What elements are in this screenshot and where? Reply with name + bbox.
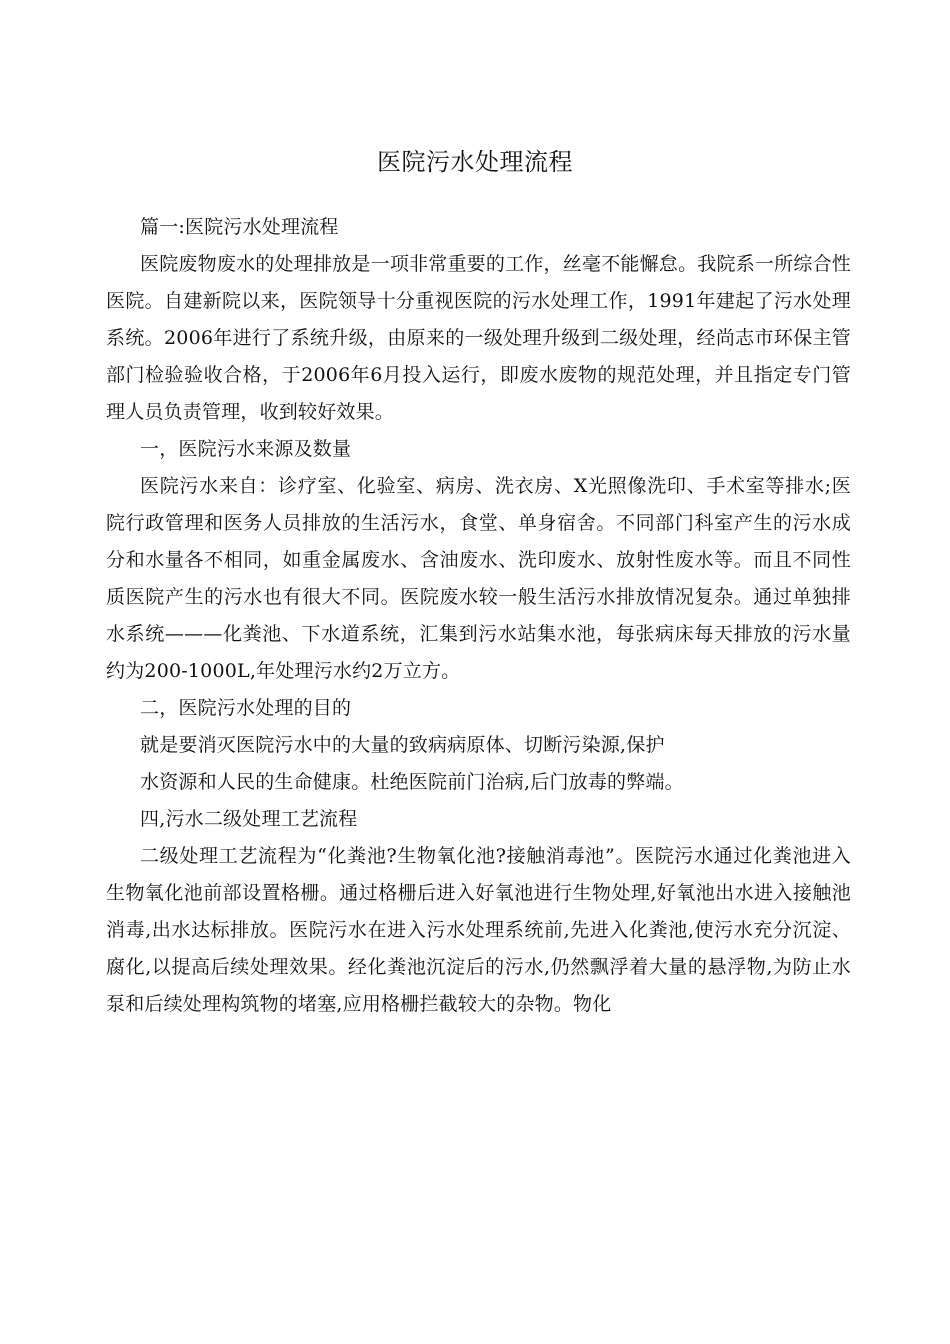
paragraph-purpose-line-1: 就是要消灭医院污水中的大量的致病病原体、切断污染源,保护: [140, 734, 665, 756]
section-heading-process: 四,污水二级处理工艺流程: [140, 808, 358, 830]
paragraph-process: 二级处理工艺流程为“化粪池?生物氧化池?接触消毒池”。医院污水通过化粪池进入生物氧化池前部设置格栅。通过格栅后进入好氧池进行生物处理,好氧池出水进入接触池消毒,出水达标排放。医院污水在进入污水处理系统前,先进入化粪池,使污水充分沉淀、腐化,以提高后续处理效果。经化粪池沉淀后的污水,仍然飘浮着大量的悬浮物,为防止水泵和后续处理构筑物的堵塞,应用格栅拦截较大的杂物。物化: [106, 845, 851, 1015]
document-title: 医院污水处理流程: [377, 148, 573, 176]
paragraph-source: 医院污水来自：诊疗室、化验室、病房、洗衣房、X光照像洗印、手术室等排水;医院行政管理和医务人员排放的生活污水，食堂、单身宿舍。不同部门科室产生的污水成分和水量各不相同，如重金属废水、含油废水、洗印废水、放射性废水等。而且不同性质医院产生的污水也有很大不同。医院废水较一般生活污水排放情况复杂。通过单独排水系统———化粪池、下水道系统，汇集到污水站集水池，每张病床每天排放的污水量约为200-1000L,年处理污水约2万立方。: [106, 475, 851, 682]
section-heading-part-one: 篇一:医院污水处理流程: [140, 216, 339, 238]
section-heading-source: 一，医院污水来源及数量: [140, 438, 352, 460]
paragraph-intro: 医院废物废水的处理排放是一项非常重要的工作，丝毫不能懈怠。我院系一所综合性医院。自建新院以来，医院领导十分重视医院的污水处理工作，1991年建起了污水处理系统。2006年进行了系统升级，由原来的一级处理升级到二级处理，经尚志市环保主管部门检验验收合格，于2006年6月投入运行，即废水废物的规范处理，并且指定专门管理人员负责管理，收到较好效果。: [106, 253, 851, 423]
section-heading-purpose: 二，医院污水处理的目的: [140, 697, 352, 719]
document-body: [106, 209, 851, 1023]
paragraph-purpose-line-2: 水资源和人民的生命健康。杜绝医院前门治病,后门放毒的弊端。: [140, 771, 684, 793]
